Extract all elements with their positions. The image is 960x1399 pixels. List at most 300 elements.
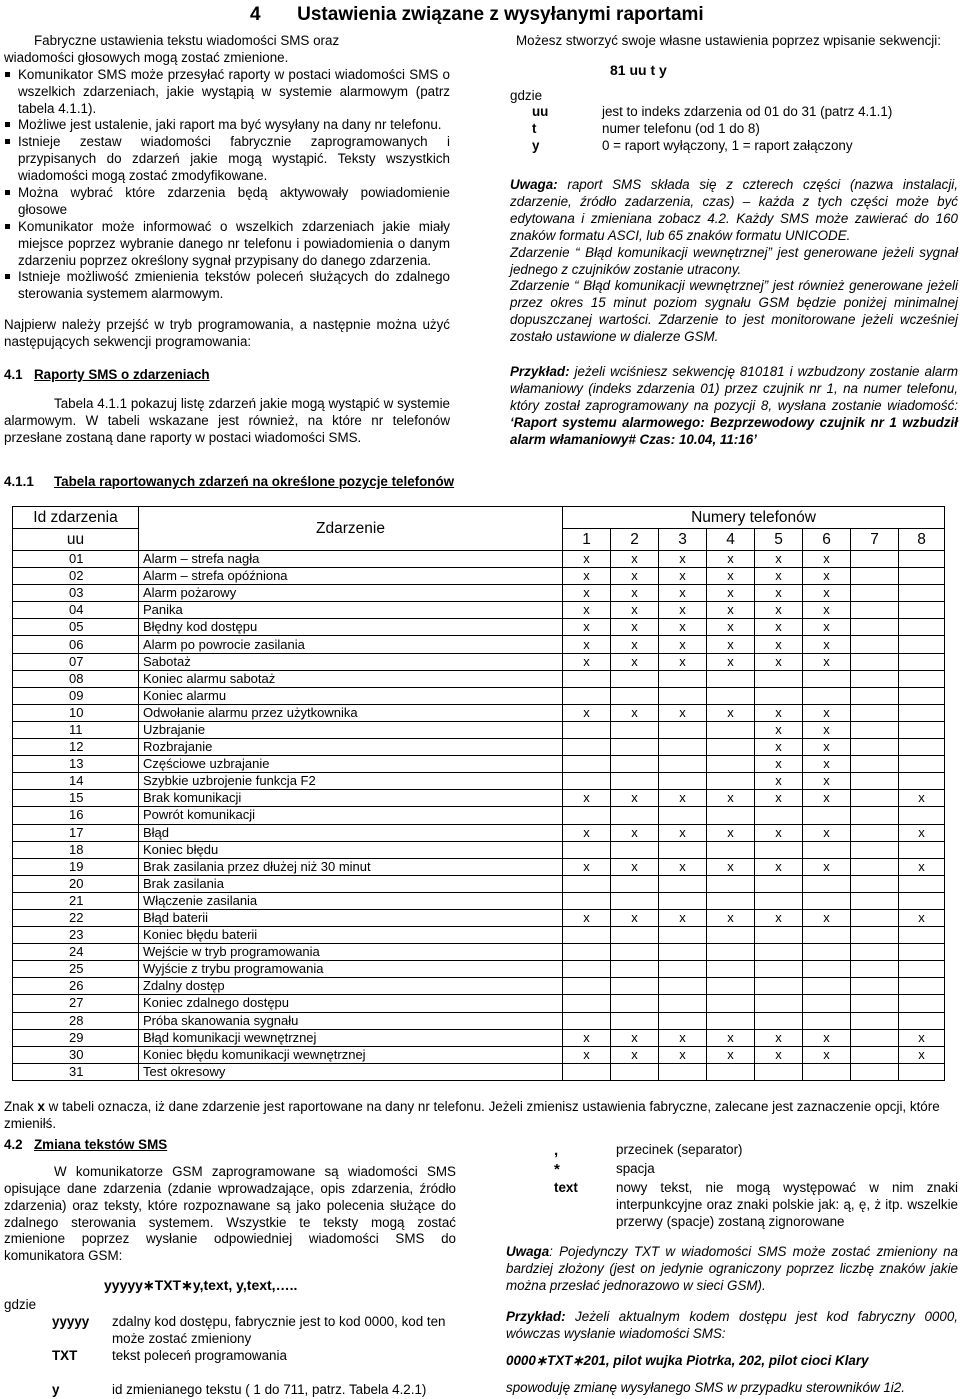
- phone-6-mark: [803, 944, 851, 961]
- phone-6-mark: x: [803, 721, 851, 738]
- phone-7-mark: [851, 739, 899, 756]
- phone-8-mark: [899, 807, 945, 824]
- phone-4-mark: [707, 961, 755, 978]
- phone-5-mark: x: [755, 551, 803, 568]
- phone-8-mark: [899, 841, 945, 858]
- table-row: [13, 585, 945, 602]
- phone-8-mark: [899, 551, 945, 568]
- table-row: [13, 892, 945, 909]
- phone-6-mark: [803, 995, 851, 1012]
- phone-4-mark: [707, 995, 755, 1012]
- phone-6-mark: [803, 927, 851, 944]
- phone-4-mark: [707, 773, 755, 790]
- event-id: 03: [13, 585, 139, 602]
- table-row: [13, 1063, 945, 1080]
- phone-2-mark: [611, 961, 659, 978]
- phone-2-mark: x: [611, 551, 659, 568]
- table-row: [13, 995, 945, 1012]
- sms-sequence-code: yyyyy∗TXT∗y,text, y,text,…..: [104, 1277, 298, 1294]
- phone-4-mark: [707, 927, 755, 944]
- event-name: Brak zasilania: [139, 875, 563, 892]
- header-phones: Numery telefonów: [563, 507, 945, 529]
- phone-3-mark: x: [659, 619, 707, 636]
- phone-2-mark: [611, 841, 659, 858]
- list-item: Komunikator SMS może przesyłać raporty w postaci wiadomości SMS o wszelkich zdarzeniach, jakie wystąpią w systemie alarmowym (patrz tabela 4.1.1).: [4, 67, 450, 118]
- phone-5-mark: x: [755, 1029, 803, 1046]
- phone-2-mark: [611, 773, 659, 790]
- sms-example: Przykład: jeżeli wciśniesz sekwencję 810181 i wzbudzony zostanie alarm włamaniowy (indeks zdarzenia 01) przez czujnik nr 1, na numer telefonu, który został zaprogramowany na pozycji 8, wysłana zostanie wiadomość: ‘Raport systemu alarmowego: Bezprzewodowy czujnik nr 1 wzbudził alarm włamaniowy# Czas: 10.04, 11:16’: [510, 363, 958, 447]
- def-value: przecinek (separator): [616, 1142, 743, 1157]
- phone-3-mark: x: [659, 858, 707, 875]
- event-name: Błąd: [139, 824, 563, 841]
- phone-4-mark: [707, 807, 755, 824]
- phone-5-mark: [755, 1012, 803, 1029]
- phone-2-mark: x: [611, 585, 659, 602]
- phone-8-mark: [899, 653, 945, 670]
- event-id: 15: [13, 790, 139, 807]
- header-phone-7: 7: [851, 529, 899, 551]
- phone-7-mark: [851, 602, 899, 619]
- phone-5-mark: x: [755, 636, 803, 653]
- phone-7-mark: [851, 892, 899, 909]
- phone-1-mark: [563, 807, 611, 824]
- phone-1-mark: x: [563, 568, 611, 585]
- phone-5-mark: x: [755, 756, 803, 773]
- phone-4-mark: [707, 944, 755, 961]
- phone-3-mark: [659, 756, 707, 773]
- list-item: Istnieje zestaw wiadomości fabrycznie zaprogramowanych i przypisanych do zdarzeń jakie mogą wystąpić. Teksty wszystkich wiadomości mogą zostać zmodyfikowane.: [4, 134, 450, 185]
- phone-3-mark: [659, 978, 707, 995]
- phone-3-mark: x: [659, 636, 707, 653]
- phone-4-mark: [707, 721, 755, 738]
- def-key: yyyyy: [52, 1313, 90, 1329]
- phone-1-mark: x: [563, 858, 611, 875]
- phone-7-mark: [851, 909, 899, 926]
- phone-8-mark: [899, 756, 945, 773]
- section-number: 4.1: [4, 367, 23, 383]
- phone-4-mark: x: [707, 858, 755, 875]
- event-id: 18: [13, 841, 139, 858]
- table-row: [13, 704, 945, 721]
- phone-4-mark: x: [707, 824, 755, 841]
- def-key: text: [554, 1179, 578, 1195]
- phone-2-mark: [611, 995, 659, 1012]
- def-value: spacja: [616, 1160, 655, 1176]
- phone-2-mark: [611, 756, 659, 773]
- phone-6-mark: [803, 875, 851, 892]
- section-4-1-heading: [4, 367, 450, 384]
- bullet-square-icon: [5, 122, 10, 127]
- event-id: 27: [13, 995, 139, 1012]
- header-phone-3: 3: [659, 529, 707, 551]
- event-name: Włączenie zasilania: [139, 892, 563, 909]
- event-id: 04: [13, 602, 139, 619]
- phone-5-mark: x: [755, 909, 803, 926]
- phone-5-mark: x: [755, 619, 803, 636]
- section-title: Raporty SMS o zdarzeniach: [34, 367, 210, 383]
- event-name: Test okresowy: [139, 1063, 563, 1080]
- phone-1-mark: x: [563, 653, 611, 670]
- def-key: uu: [532, 104, 549, 120]
- phone-5-mark: x: [755, 653, 803, 670]
- phone-7-mark: [851, 875, 899, 892]
- def-value: id zmienianego tekstu ( 1 do 711, patrz. Tabela 4.2.1): [112, 1382, 427, 1398]
- phone-6-mark: [803, 892, 851, 909]
- phone-8-mark: [899, 704, 945, 721]
- phone-2-mark: [611, 721, 659, 738]
- event-name: Szybkie uzbrojenie funkcja F2: [139, 773, 563, 790]
- event-id: 07: [13, 653, 139, 670]
- phone-2-mark: [611, 1063, 659, 1080]
- phone-7-mark: [851, 1046, 899, 1063]
- phone-5-mark: [755, 892, 803, 909]
- phone-1-mark: [563, 773, 611, 790]
- phone-7-mark: [851, 841, 899, 858]
- phone-2-mark: x: [611, 653, 659, 670]
- phone-5-mark: [755, 841, 803, 858]
- phone-3-mark: [659, 807, 707, 824]
- phone-1-mark: [563, 978, 611, 995]
- phone-7-mark: [851, 687, 899, 704]
- text-example-result: spowoduję zmianę wysyłanego SMS w przypadku sterowników 1i2.: [506, 1379, 905, 1395]
- phone-1-mark: x: [563, 585, 611, 602]
- phone-1-mark: [563, 927, 611, 944]
- phone-6-mark: x: [803, 1046, 851, 1063]
- phone-2-mark: [611, 739, 659, 756]
- event-id: 31: [13, 1063, 139, 1080]
- event-name: Uzbrajanie: [139, 721, 563, 738]
- phone-8-mark: [899, 721, 945, 738]
- phone-1-mark: [563, 687, 611, 704]
- event-name: Próba skanowania sygnału: [139, 1012, 563, 1029]
- event-name: Brak zasilania przez dłużej niż 30 minut: [139, 858, 563, 875]
- phone-3-mark: x: [659, 602, 707, 619]
- phone-4-mark: [707, 841, 755, 858]
- phone-2-mark: x: [611, 704, 659, 721]
- example-label: Przykład:: [510, 363, 570, 379]
- phone-2-mark: x: [611, 790, 659, 807]
- phone-4-mark: x: [707, 568, 755, 585]
- phone-4-mark: x: [707, 704, 755, 721]
- phone-5-mark: x: [755, 824, 803, 841]
- table-row: [13, 909, 945, 926]
- table-row: [13, 875, 945, 892]
- phone-3-mark: x: [659, 1029, 707, 1046]
- phone-5-mark: x: [755, 790, 803, 807]
- phone-6-mark: x: [803, 619, 851, 636]
- event-name: Błąd baterii: [139, 909, 563, 926]
- table-row: [13, 978, 945, 995]
- phone-2-mark: [611, 944, 659, 961]
- phone-8-mark: [899, 1012, 945, 1029]
- phone-8-mark: [899, 892, 945, 909]
- phone-7-mark: [851, 1029, 899, 1046]
- where-label: gdzie: [510, 87, 543, 103]
- phone-1-mark: x: [563, 704, 611, 721]
- example-label: Przykład:: [506, 1309, 566, 1325]
- phone-5-mark: [755, 995, 803, 1012]
- event-name: Wyjście z trybu programowania: [139, 961, 563, 978]
- event-name: Koniec błędu komunikacji wewnętrznej: [139, 1046, 563, 1063]
- phone-7-mark: [851, 619, 899, 636]
- phone-7-mark: [851, 1063, 899, 1080]
- event-id: 13: [13, 756, 139, 773]
- phone-6-mark: x: [803, 773, 851, 790]
- phone-1-mark: x: [563, 619, 611, 636]
- phone-3-mark: [659, 670, 707, 687]
- def-value: tekst poleceń programowania: [112, 1347, 287, 1363]
- header-phone-5: 5: [755, 529, 803, 551]
- def-value: numer telefonu (od 1 do 8): [602, 121, 760, 137]
- phone-1-mark: [563, 1063, 611, 1080]
- phone-8-mark: [899, 927, 945, 944]
- event-name: Powrót komunikacji: [139, 807, 563, 824]
- phone-2-mark: x: [611, 909, 659, 926]
- table-row: [13, 807, 945, 824]
- text-example: Przykład: Jeżeli aktualnym kodem dostępu jest kod fabryczny 0000, wówczas wysłanie wiadomości SMS:: [506, 1309, 958, 1342]
- section-number: 4.2: [4, 1137, 23, 1152]
- phone-5-mark: x: [755, 585, 803, 602]
- event-id: 28: [13, 1012, 139, 1029]
- phone-4-mark: [707, 756, 755, 773]
- list-item: Można wybrać które zdarzenia będą aktywowały powiadomienie głosowe: [4, 185, 450, 219]
- phone-6-mark: x: [803, 739, 851, 756]
- phone-7-mark: [851, 636, 899, 653]
- phone-4-mark: [707, 670, 755, 687]
- phone-8-mark: x: [899, 1046, 945, 1063]
- phone-4-mark: [707, 892, 755, 909]
- phone-4-mark: x: [707, 551, 755, 568]
- table-row: [13, 670, 945, 687]
- phone-3-mark: [659, 875, 707, 892]
- intro-line-1: Fabryczne ustawienia tekstu wiadomości SMS oraz: [34, 33, 340, 48]
- phone-2-mark: x: [611, 619, 659, 636]
- table-row: [13, 1029, 945, 1046]
- phone-5-mark: x: [755, 721, 803, 738]
- event-name: Wejście w tryb programowania: [139, 944, 563, 961]
- sms-note-2: Zdarzenie “ Błąd komunikacji wewnętrznej” jest generowane jeżeli sygnał jednego z czujników zostanie utracony.: [510, 244, 958, 277]
- table-row: [13, 944, 945, 961]
- phone-5-mark: [755, 807, 803, 824]
- phone-3-mark: [659, 961, 707, 978]
- header-phone-8: 8: [899, 529, 945, 551]
- phone-6-mark: [803, 1012, 851, 1029]
- phone-4-mark: [707, 1063, 755, 1080]
- phone-2-mark: x: [611, 602, 659, 619]
- table-row: [13, 568, 945, 585]
- table-row: [13, 927, 945, 944]
- table-row: [13, 841, 945, 858]
- event-id: 17: [13, 824, 139, 841]
- phone-4-mark: x: [707, 585, 755, 602]
- event-id: 01: [13, 551, 139, 568]
- phone-4-mark: x: [707, 619, 755, 636]
- phone-5-mark: [755, 927, 803, 944]
- phone-8-mark: x: [899, 790, 945, 807]
- phone-1-mark: [563, 995, 611, 1012]
- phone-1-mark: x: [563, 909, 611, 926]
- phone-2-mark: [611, 875, 659, 892]
- phone-7-mark: [851, 978, 899, 995]
- phone-3-mark: [659, 927, 707, 944]
- event-id: 19: [13, 858, 139, 875]
- phone-5-mark: [755, 944, 803, 961]
- phone-3-mark: [659, 1063, 707, 1080]
- phone-4-mark: x: [707, 1029, 755, 1046]
- phone-7-mark: [851, 756, 899, 773]
- phone-1-mark: x: [563, 824, 611, 841]
- def-key: *: [554, 1160, 560, 1178]
- phone-6-mark: [803, 978, 851, 995]
- phone-1-mark: x: [563, 1029, 611, 1046]
- event-name: Błąd komunikacji wewnętrznej: [139, 1029, 563, 1046]
- event-id: 10: [13, 704, 139, 721]
- phone-8-mark: [899, 944, 945, 961]
- phone-3-mark: [659, 739, 707, 756]
- note-label: Uwaga:: [510, 177, 558, 193]
- phone-7-mark: [851, 927, 899, 944]
- phone-3-mark: x: [659, 1046, 707, 1063]
- phone-7-mark: [851, 790, 899, 807]
- where-label: gdzie: [4, 1296, 37, 1312]
- phone-6-mark: x: [803, 909, 851, 926]
- event-id: 09: [13, 687, 139, 704]
- table-row: [13, 602, 945, 619]
- event-name: Błędny kod dostępu: [139, 619, 563, 636]
- phone-6-mark: x: [803, 636, 851, 653]
- phone-5-mark: x: [755, 602, 803, 619]
- phone-8-mark: [899, 739, 945, 756]
- event-id: 22: [13, 909, 139, 926]
- phone-5-mark: x: [755, 1046, 803, 1063]
- sequence-definitions: [510, 104, 958, 155]
- phone-6-mark: x: [803, 704, 851, 721]
- phone-6-mark: x: [803, 824, 851, 841]
- bullet-square-icon: [5, 224, 10, 229]
- intro-line-2: wiadomości głosowych mogą zostać zmienione.: [4, 49, 289, 65]
- phone-3-mark: [659, 995, 707, 1012]
- phone-1-mark: x: [563, 602, 611, 619]
- table-row: [13, 619, 945, 636]
- table-row: [13, 790, 945, 807]
- event-id: 23: [13, 927, 139, 944]
- phone-6-mark: x: [803, 756, 851, 773]
- phone-6-mark: x: [803, 551, 851, 568]
- phone-7-mark: [851, 944, 899, 961]
- phone-7-mark: [851, 961, 899, 978]
- phone-5-mark: x: [755, 739, 803, 756]
- phone-6-mark: x: [803, 585, 851, 602]
- phone-3-mark: x: [659, 824, 707, 841]
- phone-5-mark: [755, 1063, 803, 1080]
- text-note: Uwaga: Pojedynczy TXT w wiadomości SMS może zostać zmieniony na bardziej złożony (jest on jedynie ograniczony poprzez liczbę znaków jakie można przesłać jednorazowo w sieci GSM).: [506, 1244, 958, 1294]
- section-4-2-heading: [4, 1137, 456, 1154]
- phone-7-mark: [851, 704, 899, 721]
- phone-2-mark: [611, 687, 659, 704]
- page-title: [250, 3, 704, 27]
- phone-6-mark: x: [803, 568, 851, 585]
- bullet-square-icon: [5, 274, 10, 279]
- phone-3-mark: x: [659, 585, 707, 602]
- phone-2-mark: [611, 670, 659, 687]
- phone-6-mark: [803, 961, 851, 978]
- phone-4-mark: [707, 978, 755, 995]
- chapter-title: Ustawienia związane z wysyłanymi raportami: [297, 4, 704, 25]
- sequence-code: 81 uu t y: [610, 61, 667, 78]
- header-phone-6: 6: [803, 529, 851, 551]
- event-id: 08: [13, 670, 139, 687]
- phone-6-mark: x: [803, 602, 851, 619]
- right-column: [510, 33, 958, 448]
- event-name: Brak komunikacji: [139, 790, 563, 807]
- note-label: Uwaga: [506, 1244, 550, 1260]
- phone-5-mark: x: [755, 568, 803, 585]
- phone-4-mark: x: [707, 602, 755, 619]
- phone-8-mark: [899, 773, 945, 790]
- table-row: [13, 824, 945, 841]
- phone-6-mark: x: [803, 858, 851, 875]
- table-row: [13, 551, 945, 568]
- phone-3-mark: x: [659, 551, 707, 568]
- phone-1-mark: [563, 739, 611, 756]
- phone-8-mark: [899, 961, 945, 978]
- phone-8-mark: [899, 1063, 945, 1080]
- phone-1-mark: [563, 1012, 611, 1029]
- sequence-intro: Możesz stworzyć swoje własne ustawienia poprzez wpisanie sekwencji:: [516, 33, 941, 48]
- phone-2-mark: x: [611, 568, 659, 585]
- phone-5-mark: [755, 687, 803, 704]
- phone-1-mark: [563, 721, 611, 738]
- event-name: Zdalny dostęp: [139, 978, 563, 995]
- phone-2-mark: x: [611, 858, 659, 875]
- table-row: [13, 1046, 945, 1063]
- phone-8-mark: [899, 995, 945, 1012]
- phone-3-mark: [659, 721, 707, 738]
- phone-1-mark: [563, 841, 611, 858]
- text-format-notes: [506, 1142, 958, 1397]
- phone-4-mark: x: [707, 653, 755, 670]
- section-4-2: [4, 1137, 456, 1399]
- table-header-row: [13, 507, 945, 529]
- phone-8-mark: [899, 602, 945, 619]
- table-row: [13, 739, 945, 756]
- phone-1-mark: [563, 670, 611, 687]
- sms-sequence-definitions: [4, 1314, 456, 1365]
- phone-2-mark: [611, 807, 659, 824]
- def-key: y: [532, 138, 540, 154]
- phone-2-mark: [611, 978, 659, 995]
- table-title: Tabela raportowanych zdarzeń na określone pozycje telefonów: [54, 474, 455, 489]
- phone-4-mark: x: [707, 909, 755, 926]
- header-event: Zdarzenie: [139, 507, 563, 551]
- event-id: 14: [13, 773, 139, 790]
- list-item: Możliwe jest ustalenie, jaki raport ma być wysyłany na dany nr telefonu.: [4, 117, 450, 134]
- phone-1-mark: [563, 892, 611, 909]
- event-id: 12: [13, 739, 139, 756]
- phone-4-mark: x: [707, 636, 755, 653]
- phone-6-mark: x: [803, 653, 851, 670]
- events-table: [12, 506, 945, 1081]
- bullet-square-icon: [5, 139, 10, 144]
- event-id: 02: [13, 568, 139, 585]
- phone-6-mark: [803, 670, 851, 687]
- phone-2-mark: x: [611, 1029, 659, 1046]
- mark-symbol: x: [37, 1099, 45, 1114]
- section-4-1-text: Tabela 4.1.1 pokazuj listę zdarzeń jakie mogą wystąpić w systemie alarmowym. W tabeli wskazane jest również, na które nr telefonów przesłane zostaną dane raporty w postaci wiadomości SMS.: [4, 395, 450, 445]
- sms-note: Uwaga: raport SMS składa się z czterech części (nazwa instalacji, zdarzenie, źródło zadarzenia, czas) – każda z tych części może być edytowana i zmieniana zobacz 4.2. Każdy SMS może zawierać do 160 znaków formatu ASCI, lub 65 znaków formatu UNICODE.: [510, 177, 958, 243]
- phone-7-mark: [851, 670, 899, 687]
- phone-7-mark: [851, 807, 899, 824]
